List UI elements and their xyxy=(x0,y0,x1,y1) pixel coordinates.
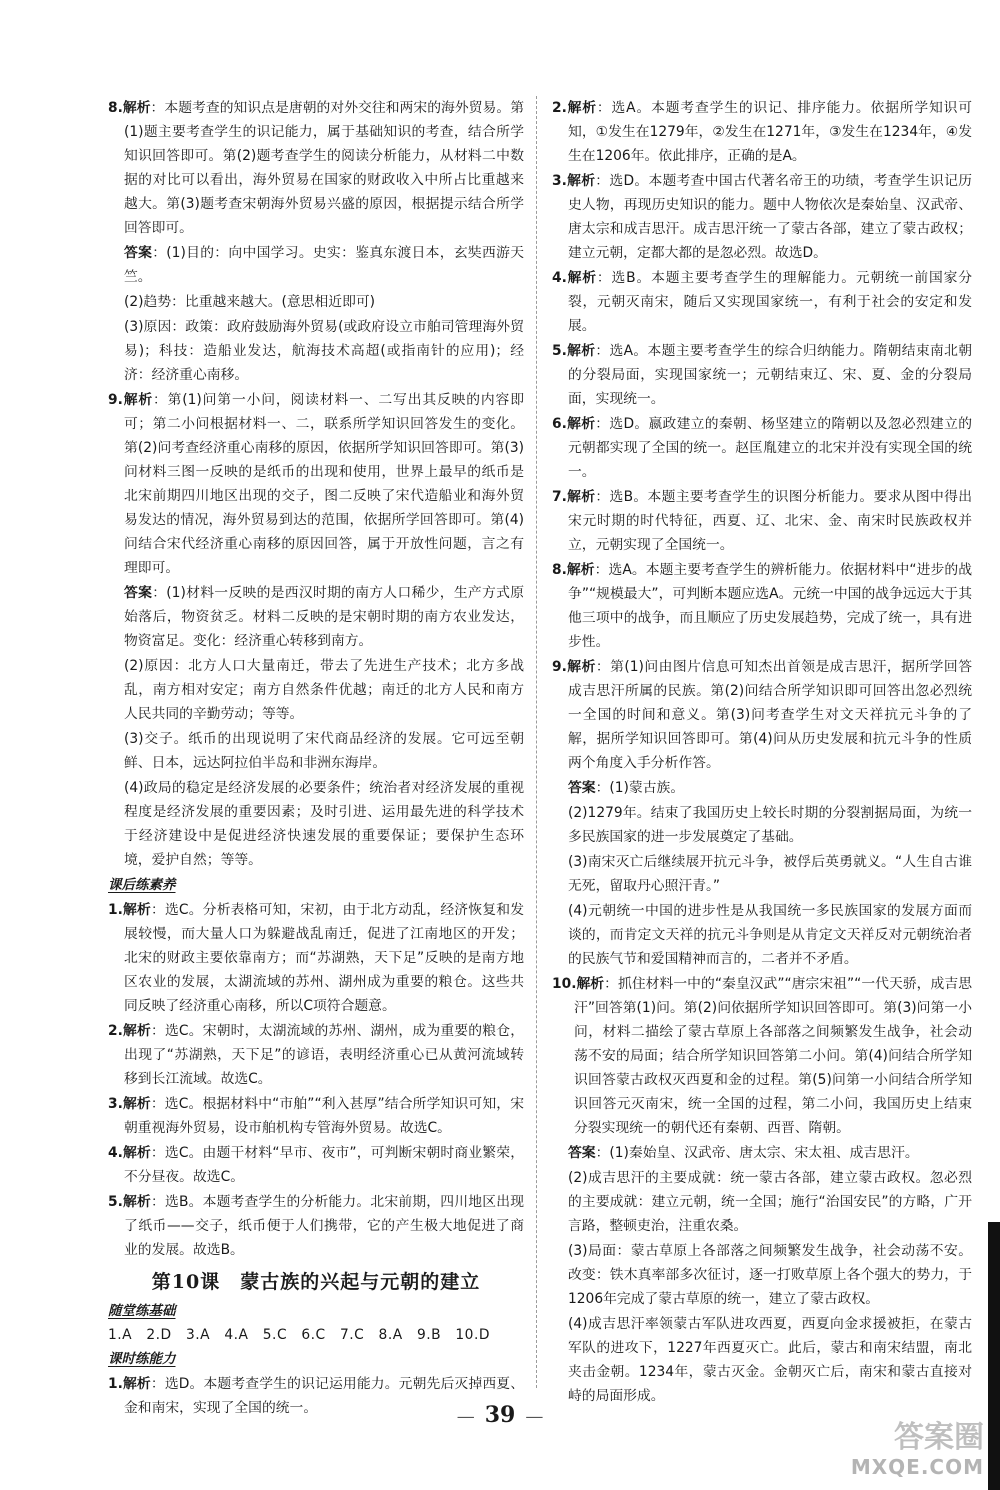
watermark-logo: 答案圈 xyxy=(894,1420,984,1455)
item-label: 1.解析 xyxy=(108,1376,151,1392)
item-text: ：选C。根据材料中“市舶”“利入甚厚”结合所学知识可知，宋朝重视海外贸易，设市舶机构专管海外贸易。故选C。 xyxy=(124,1096,524,1136)
watermark-url: MXQE.COM xyxy=(850,1455,984,1479)
item-text: ：选D。本题考查中国古代著名帝王的功绩，考查学生识记历史人物，再现历史知识的能力。题中人物依次是秦始皇、汉武帝、唐太宗和成吉思汗。成吉思汗统一了蒙古各部，建立了蒙古政权；建立元朝，定都大都的是忽必烈。故选D。 xyxy=(568,173,973,261)
item-text: ：选C。分析表格可知，宋初，由于北方动乱，经济恢复和发展较慢，而大量人口为躲避战乱南迁，促进了江南地区的开发；北宋的财政主要依靠南方；而“苏湖熟，天下足”反映的是南方地区农业的发展，太湖流域的苏州、湖州成为重要的粮仓。这些共同反映了经济重心南移，所以C项符合题意。 xyxy=(124,902,524,1014)
item-label: 5.解析 xyxy=(552,343,596,359)
lesson-title: 第10课 蒙古族的兴起与元朝的建立 xyxy=(151,1271,481,1293)
item-text: ：(1)秦始皇、汉武帝、唐太宗、宋太祖、成吉思汗。 xyxy=(595,1145,919,1161)
page-number-value: 39 xyxy=(484,1402,516,1428)
item-label: 3.解析 xyxy=(108,1096,151,1112)
item-label: 1.解析 xyxy=(108,902,151,918)
item-text: ：(1)材料一反映的是西汉时期的南方人口稀少，生产方式原始落后，物资贫乏。材料二反映的是宋朝时期的南方农业发达，物资富足。变化：经济重心转移到南方。 xyxy=(124,585,525,649)
item-text: (2)成吉思汗的主要成就：统一蒙古各部，建立蒙古政权。忽必烈的主要成就：建立元朝，统一全国；施行“治国安民”的方略，广开言路，整顿吏治，注重农桑。 xyxy=(568,1170,972,1234)
item-text: (3)交子。纸币的出现说明了宋代商品经济的发展。它可远至朝鲜、日本，远达阿拉伯半岛和非洲东海岸。 xyxy=(124,731,524,771)
explanation-item xyxy=(108,1019,524,1091)
item-text: ：第(1)问由图片信息可知杰出首领是成吉思汗，据所学回答成吉思汗所属的民族。第(2)问结合所学知识即可回答出忽必烈统一全国的时间和意义。第(3)问考查学生对文天祥抗元斗争的了解，据所学知识回答即可。第(4)问从历史发展和抗元斗争的性质两个角度入手分析作答。 xyxy=(568,659,972,771)
item-text: ：选B。本题主要考查学生的识图分析能力。要求从图中得出宋元时期的时代特征，西夏、辽、北宋、金、南宋时民族政权并立，元朝实现了全国统一。 xyxy=(568,489,972,553)
answer-paragraph xyxy=(108,727,524,775)
item-label: 4.解析 xyxy=(552,270,597,286)
item-text: ：选C。由题干材料“早市、夜市”，可判断宋朝时商业繁荣，不分昼夜。故选C。 xyxy=(124,1145,524,1185)
page-number-dash-right: — xyxy=(525,1406,544,1427)
item-label: 9.解析 xyxy=(108,392,153,408)
item-text: (2)原因：北方人口大量南迁，带去了先进生产技术；北方多战乱，南方相对安定；南方自然条件优越；南迁的北方人民和南方人民共同的辛勤劳动；等等。 xyxy=(124,658,524,722)
answer-paragraph xyxy=(552,1312,972,1408)
item-label: 7.解析 xyxy=(552,489,596,505)
item-text: ：选B。本题考查学生的分析能力。北宋前期，四川地区出现了纸币——交子，纸币便于人们携带，它的产生极大地促进了商业的发展。故选B。 xyxy=(124,1194,525,1258)
item-text: ：选A。本题主要考查学生的综合归纳能力。隋朝结束南北朝的分裂局面，实现国家统一；元朝结束辽、宋、夏、金的分裂局面，实现统一。 xyxy=(568,343,973,407)
item-label: 5.解析 xyxy=(108,1194,151,1210)
item-text: (2)趋势：比重越来越大。(意思相近即可) xyxy=(124,294,376,310)
item-label: 9.解析 xyxy=(552,659,596,675)
page-number-dash-left: — xyxy=(456,1406,475,1427)
answer-paragraph xyxy=(108,581,524,653)
answer-paragraph xyxy=(552,1166,972,1238)
explanation-item xyxy=(552,558,972,654)
right-column xyxy=(552,96,972,1409)
column-divider xyxy=(536,96,537,1388)
explanation-item xyxy=(108,1092,524,1140)
item-text: (4)成吉思汗率领蒙古军队进攻西夏，西夏向金求援被拒，在蒙古军队的进攻下，1227年西夏灭亡。此后，蒙古和南宋结盟，南北夹击金朝。1234年，蒙古灭金。金朝灭亡后，南宋和蒙古直接对峙的局面形成。 xyxy=(568,1316,972,1404)
item-text: ：选A。本题考查学生的识记、排序能力。依据所学知识可知，①发生在1279年，②发生在1271年，③发生在1234年，④发生在1206年。依此排序，正确的是A。 xyxy=(568,100,972,164)
explanation-item xyxy=(552,972,972,1140)
item-label: 4.解析 xyxy=(108,1145,151,1161)
item-text: (4)政局的稳定是经济发展的必要条件；统治者对经济发展的重视程度是经济发展的重要因素；及时引进、运用最先进的科学技术于经济建设中是促进经济快速发展的重要保证；要保护生态环境，爱护自然；等等。 xyxy=(124,780,524,868)
item-label: 3.解析 xyxy=(552,173,596,189)
item-label: 答案 xyxy=(568,1145,596,1161)
explanation-item xyxy=(552,412,972,484)
explanation-item xyxy=(552,266,972,338)
item-label: 8.解析 xyxy=(108,100,151,116)
explanation-item xyxy=(108,1141,524,1189)
item-text: (3)局面：蒙古草原上各部落之间频繁发生战争，社会动荡不安。改变：铁木真率部多次征讨，逐一打败草原上各个强大的势力，于1206年完成了蒙古草原的统一，建立了蒙古政权。 xyxy=(568,1243,972,1307)
item-text: ：选D。本题考查学生的识记运用能力。元朝先后灭掉西夏、金和南宋，实现了全国的统一。 xyxy=(124,1376,524,1416)
answer-paragraph xyxy=(552,850,972,898)
answer-paragraph xyxy=(552,1239,972,1311)
answer-key-row: 1.A 2.D 3.A 4.A 5.C 6.C 7.C 8.A 9.B 10.D xyxy=(108,1327,490,1343)
explanation-item xyxy=(552,339,972,411)
explanation-item xyxy=(552,655,972,775)
item-label: 6.解析 xyxy=(552,416,596,432)
answer-paragraph xyxy=(552,899,972,971)
answer-paragraph xyxy=(108,290,524,314)
item-text: (4)元朝统一中国的进步性是从我国统一多民族国家的发展方面而谈的，而肯定文天祥的抗元斗争则是从肯定文天祥反对元朝统治者的民族气节和爱国精神而言的，二者并不矛盾。 xyxy=(568,903,972,967)
section-heading: 随堂练基础 xyxy=(108,1303,176,1319)
answer-paragraph xyxy=(552,1141,972,1165)
explanation-item xyxy=(552,169,972,265)
explanation-item xyxy=(108,898,524,1018)
item-label: 答案 xyxy=(124,585,153,601)
item-text: ：(1)蒙古族。 xyxy=(595,780,685,796)
answer-paragraph xyxy=(108,241,524,289)
answer-paragraph xyxy=(552,776,972,800)
item-text: ：选C。宋朝时，太湖流域的苏州、湖州，成为重要的粮仓，出现了“苏湖熟，天下足”的谚语，表明经济重心已从黄河流域转移到长江流域。故选C。 xyxy=(124,1023,524,1087)
item-text: ：抓住材料一中的“秦皇汉武”“唐宗宋祖”“一代天骄，成吉思汗”回答第(1)问。第(2)问依据所学知识回答即可。第(3)问第一小问，材料二描绘了蒙古草原上各部落之间频繁发生战争，社会动荡不安的局面；结合所学知识回答第二小问。第(4)问结合所学知识回答蒙古政权灭西夏和金的过程。第(5)问第一小问结合所学知识回答元灭南宋，统一全国的过程，第二小问，我国历史上结束分裂实现统一的朝代还有秦朝、西晋、隋朝。 xyxy=(574,976,972,1136)
page-edge-tab xyxy=(988,1222,1000,1490)
item-label: 2.解析 xyxy=(108,1023,151,1039)
item-label: 10.解析 xyxy=(552,976,605,992)
answer-paragraph xyxy=(108,776,524,872)
explanation-item xyxy=(108,388,524,580)
explanation-item xyxy=(108,96,524,240)
answer-paragraph xyxy=(108,315,524,387)
left-column xyxy=(108,96,524,1421)
item-text: ：本题考查的知识点是唐朝的对外交往和两宋的海外贸易。第(1)题主要考查学生的识记能力，属于基础知识的考查，结合所学知识回答即可。第(2)题考查学生的阅读分析能力，从材料二中数据的对比可以看出，海外贸易在国家的财政收入中所占比重越来越大。第(3)题考查宋朝海外贸易兴盛的原因，根据提示结合所学回答即可。 xyxy=(124,100,524,236)
item-label: 2.解析 xyxy=(552,100,597,116)
explanation-item xyxy=(552,96,972,168)
explanation-item xyxy=(108,1190,524,1262)
watermark xyxy=(794,1420,984,1484)
item-text: (2)1279年。结束了我国历史上较长时期的分裂割据局面，为统一多民族国家的进一步发展奠定了基础。 xyxy=(568,805,972,845)
section-heading: 课后练素养 xyxy=(108,877,176,893)
item-text: ：选A。本题主要考查学生的辨析能力。依据材料中“进步的战争”“规模最大”，可判断本题应选A。元统一中国的战争远远大于其他三项中的战争，而且顺应了历史发展趋势，完成了统一，具有进步性。 xyxy=(568,562,972,650)
item-label: 8.解析 xyxy=(552,562,595,578)
item-label: 答案 xyxy=(124,245,153,261)
answer-paragraph xyxy=(552,801,972,849)
item-text: (3)原因：政策：政府鼓励海外贸易(或政府设立市舶司管理海外贸易)；科技：造船业发达，航海技术高超(或指南针的应用)；经济：经济重心南移。 xyxy=(124,319,524,383)
item-text: ：第(1)问第一小问，阅读材料一、二写出其反映的内容即可；第二小问根据材料一、二，联系所学知识回答发生的变化。第(2)问考查经济重心南移的原因，依据所学知识回答即可。第(3)问材料三图一反映的是纸币的出现和使用，世界上最早的纸币是北宋前期四川地区出现的交子，图二反映了宋代造船业和海外贸易发达的情况，海外贸易到达的范围，依据所学回答即可。第(4)问结合宋代经济重心南移的原因回答，属于开放性问题，言之有理即可。 xyxy=(124,392,524,576)
item-text: ：(1)目的：向中国学习。史实：鉴真东渡日本，玄奘西游天竺。 xyxy=(124,245,525,285)
explanation-item xyxy=(552,485,972,557)
item-text: ：选D。嬴政建立的秦朝、杨坚建立的隋朝以及忽必烈建立的元朝都实现了全国的统一。赵匡胤建立的北宋并没有实现全国的统一。 xyxy=(568,416,973,480)
item-text: (3)南宋灭亡后继续展开抗元斗争，被俘后英勇就义。“人生自古谁无死，留取丹心照汗青。” xyxy=(568,854,972,894)
answer-paragraph xyxy=(108,654,524,726)
section-heading: 课时练能力 xyxy=(108,1351,176,1367)
item-label: 答案 xyxy=(568,780,596,796)
item-text: ：选B。本题主要考查学生的理解能力。元朝统一前国家分裂，元朝灭南宋，随后又实现国家统一，有利于社会的安定和发展。 xyxy=(568,270,972,334)
